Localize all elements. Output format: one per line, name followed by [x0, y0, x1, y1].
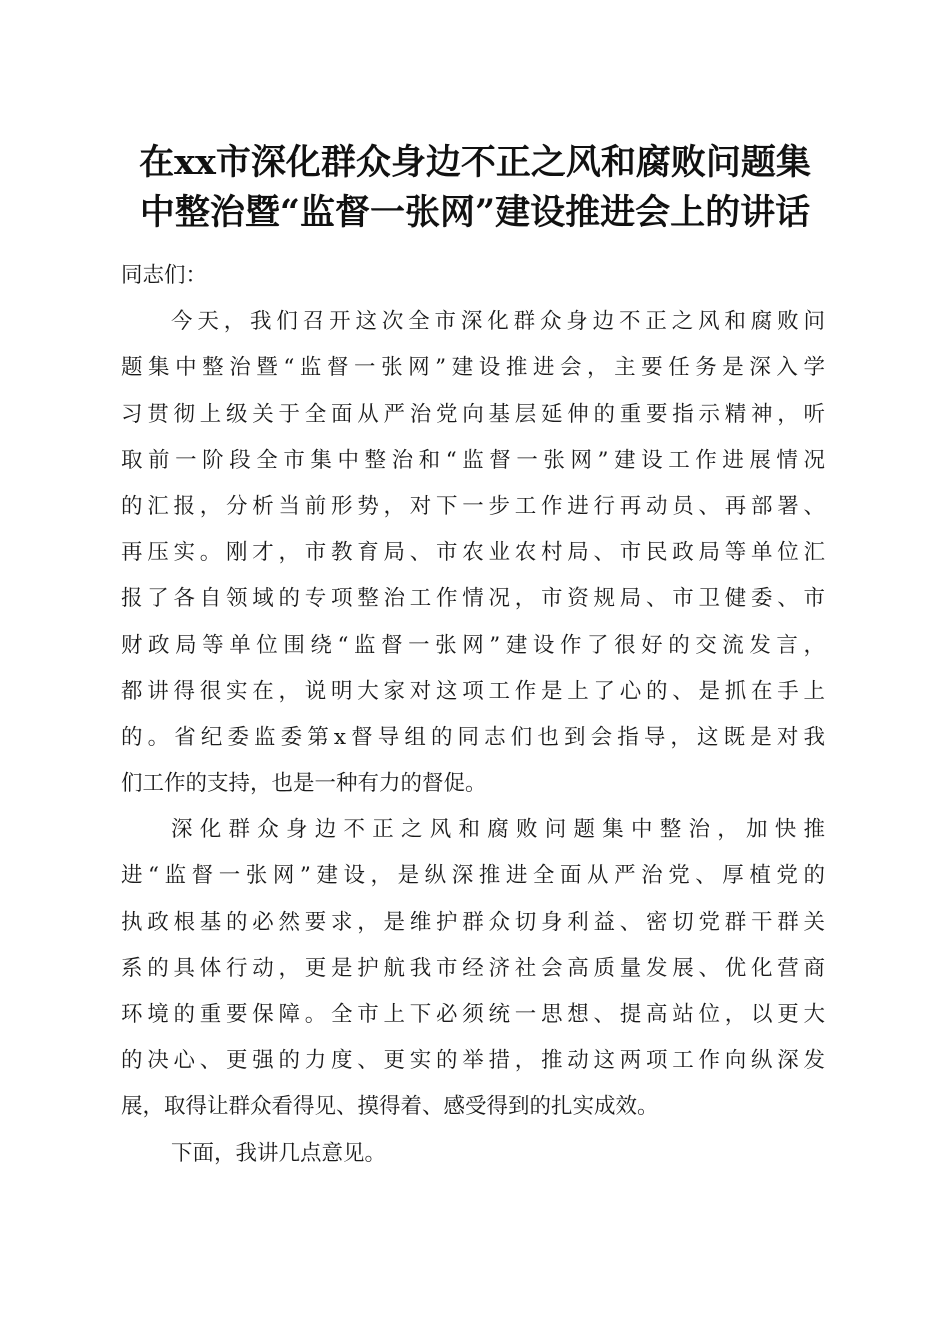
paragraph-line: 取前一阶段全市集中整治和“监督一张网”建设工作进展情况	[121, 447, 825, 473]
paragraph-line: 下面，我讲几点意见。	[171, 1140, 387, 1166]
paragraph-line: 执政根基的必然要求，是维护群众切身利益、密切党群干群关	[121, 909, 825, 935]
paragraph-line: 再压实。刚才，市教育局、市农业农村局、市民政局等单位汇	[121, 540, 825, 566]
paragraph-3	[121, 1131, 825, 1177]
title-line-1: 在xx市深化群众身边不正之风和腐败问题集	[139, 142, 811, 183]
paragraph-2	[121, 807, 825, 1130]
paragraph-line: 的。省纪委监委第x督导组的同志们也到会指导，这既是对我	[121, 724, 825, 750]
paragraph-line: 进“监督一张网”建设，是纵深推进全面从严治党、厚植党的	[121, 863, 825, 889]
paragraph-line: 深化群众身边不正之风和腐败问题集中整治，加快推	[171, 817, 825, 843]
document-title	[100, 138, 850, 238]
paragraph-line: 今天，我们召开这次全市深化群众身边不正之风和腐败问	[171, 309, 825, 335]
speech-body	[121, 253, 825, 1177]
salutation: 同志们：	[121, 263, 208, 288]
paragraph-line: 都讲得很实在，说明大家对这项工作是上了心的、是抓在手上	[121, 678, 825, 704]
paragraph-line: 的汇报，分析当前形势，对下一步工作进行再动员、再部署、	[121, 493, 825, 519]
paragraph-line: 习贯彻上级关于全面从严治党向基层延伸的重要指示精神，听	[121, 401, 825, 427]
paragraph-line: 的决心、更强的力度、更实的举措，推动这两项工作向纵深发	[121, 1048, 825, 1074]
title-line-2: 中整治暨“监督一张网”建设推进会上的讲话	[139, 192, 811, 233]
paragraph-line: 系的具体行动，更是护航我市经济社会高质量发展、优化营商	[121, 955, 825, 981]
paragraph-line: 们工作的支持，也是一种有力的督促。	[121, 771, 487, 797]
paragraph-line: 展，取得让群众看得见、摸得着、感受得到的扎实成效。	[121, 1094, 659, 1120]
paragraph-line: 题集中整治暨“监督一张网”建设推进会，主要任务是深入学	[121, 355, 825, 381]
paragraph-line: 财政局等单位围绕“监督一张网”建设作了很好的交流发言，	[121, 632, 825, 658]
paragraph-1	[121, 299, 825, 807]
paragraph-line: 报了各自领域的专项整治工作情况，市资规局、市卫健委、市	[121, 586, 825, 612]
paragraph-line: 环境的重要保障。全市上下必须统一思想、提高站位，以更大	[121, 1002, 825, 1027]
